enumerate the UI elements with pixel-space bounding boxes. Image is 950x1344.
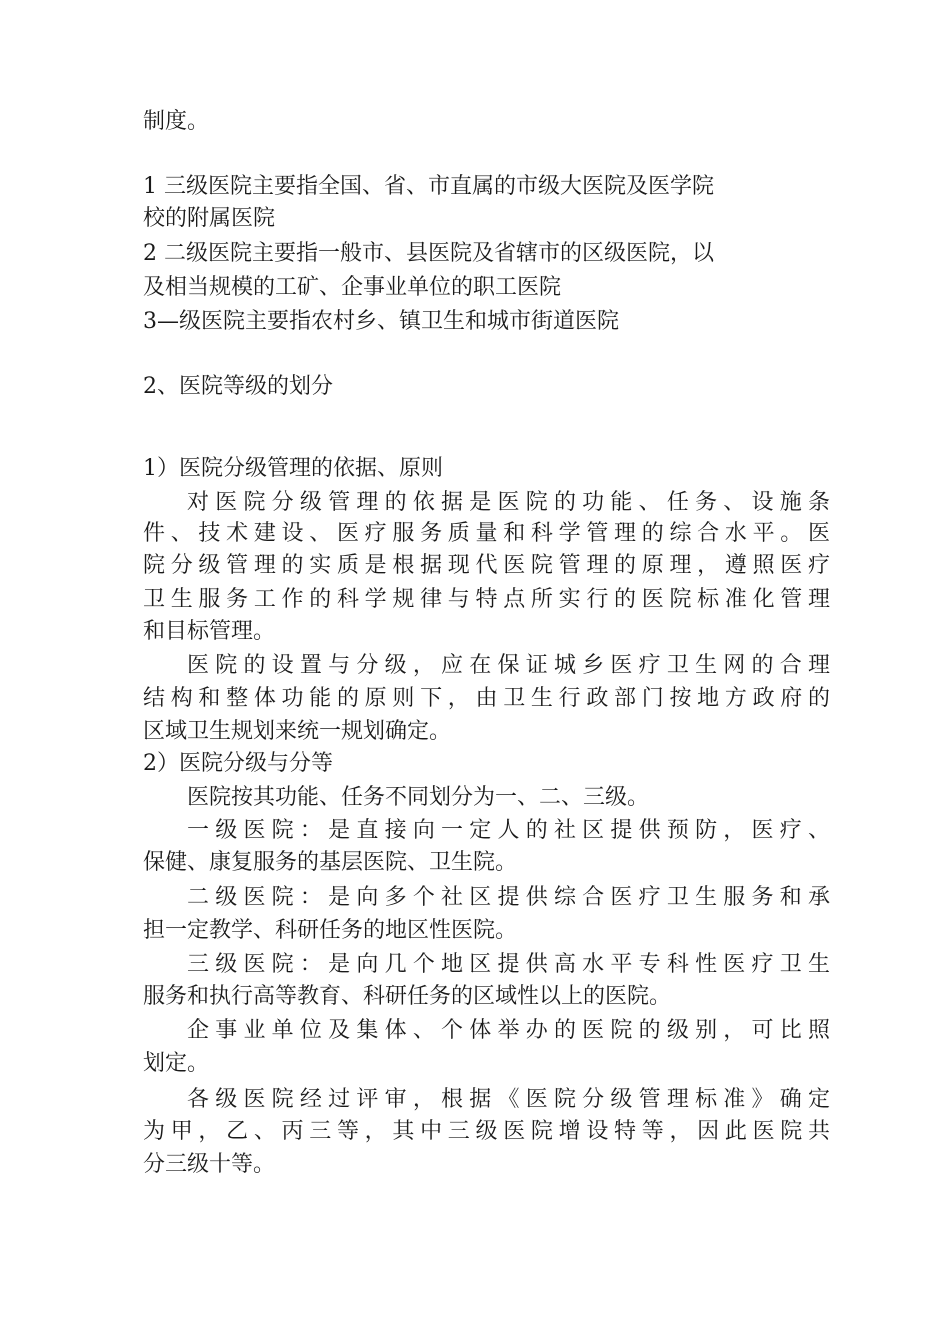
text-line: 医院的设置与分级，应在保证城乡医疗卫生网的合理: [187, 653, 830, 678]
text-line: 各级医院经过评审，根据《医院分级管理标准》确定: [187, 1087, 830, 1112]
text-line: 二级医院：是向多个社区提供综合医疗卫生服务和承: [187, 885, 830, 910]
text-line: 保健、康复服务的基层医院、卫生院。: [143, 850, 518, 875]
text-line: 1 三级医院主要指全国、省、市直属的市级大医院及医学院: [143, 174, 714, 199]
text-line: 划定。: [143, 1051, 210, 1076]
text-line: 3—级医院主要指农村乡、镇卫生和城市街道医院: [143, 309, 619, 334]
text-line: 校的附属医院: [143, 206, 276, 231]
text-line: 医院按其功能、任务不同划分为一、二、三级。: [187, 785, 650, 810]
text-line: 件、技术建设、医疗服务质量和科学管理的综合水平。医: [143, 521, 830, 546]
text-line: 三级医院：是向几个地区提供高水平专科性医疗卫生: [187, 952, 830, 977]
text-line: 2 二级医院主要指一般市、县医院及省辖市的区级医院，以: [143, 241, 714, 266]
text-line: 制度。: [143, 109, 210, 134]
text-line: 和目标管理。: [143, 619, 276, 644]
text-line: 区域卫生规划来统一规划确定。: [143, 719, 452, 744]
text-line: 企事业单位及集体、个体举办的医院的级别，可比照: [187, 1018, 830, 1043]
text-line: 及相当规模的工矿、企事业单位的职工医院: [143, 275, 562, 300]
text-line: 分三级十等。: [143, 1152, 276, 1177]
text-line: 院分级管理的实质是根据现代医院管理的原理，遵照医疗: [143, 553, 830, 578]
section-heading: 2、医院等级的划分: [143, 374, 333, 399]
subsection-heading: 2）医院分级与分等: [143, 751, 333, 776]
text-line: 担一定教学、科研任务的地区性医院。: [143, 918, 518, 943]
text-line: 结构和整体功能的原则下，由卫生行政部门按地方政府的: [143, 686, 830, 711]
text-line: 为甲，乙、丙三等，其中三级医院增设特等，因此医院共: [143, 1119, 830, 1144]
text-line: 一级医院：是直接向一定人的社区提供预防，医疗、: [187, 818, 830, 843]
text-line: 服务和执行高等教育、科研任务的区域性以上的医院。: [143, 984, 672, 1009]
subsection-heading: 1）医院分级管理的依据、原则: [143, 456, 443, 481]
text-line: 对医院分级管理的依据是医院的功能、任务、设施条: [187, 490, 830, 515]
text-line: 卫生服务工作的科学规律与特点所实行的医院标准化管理: [143, 587, 830, 612]
